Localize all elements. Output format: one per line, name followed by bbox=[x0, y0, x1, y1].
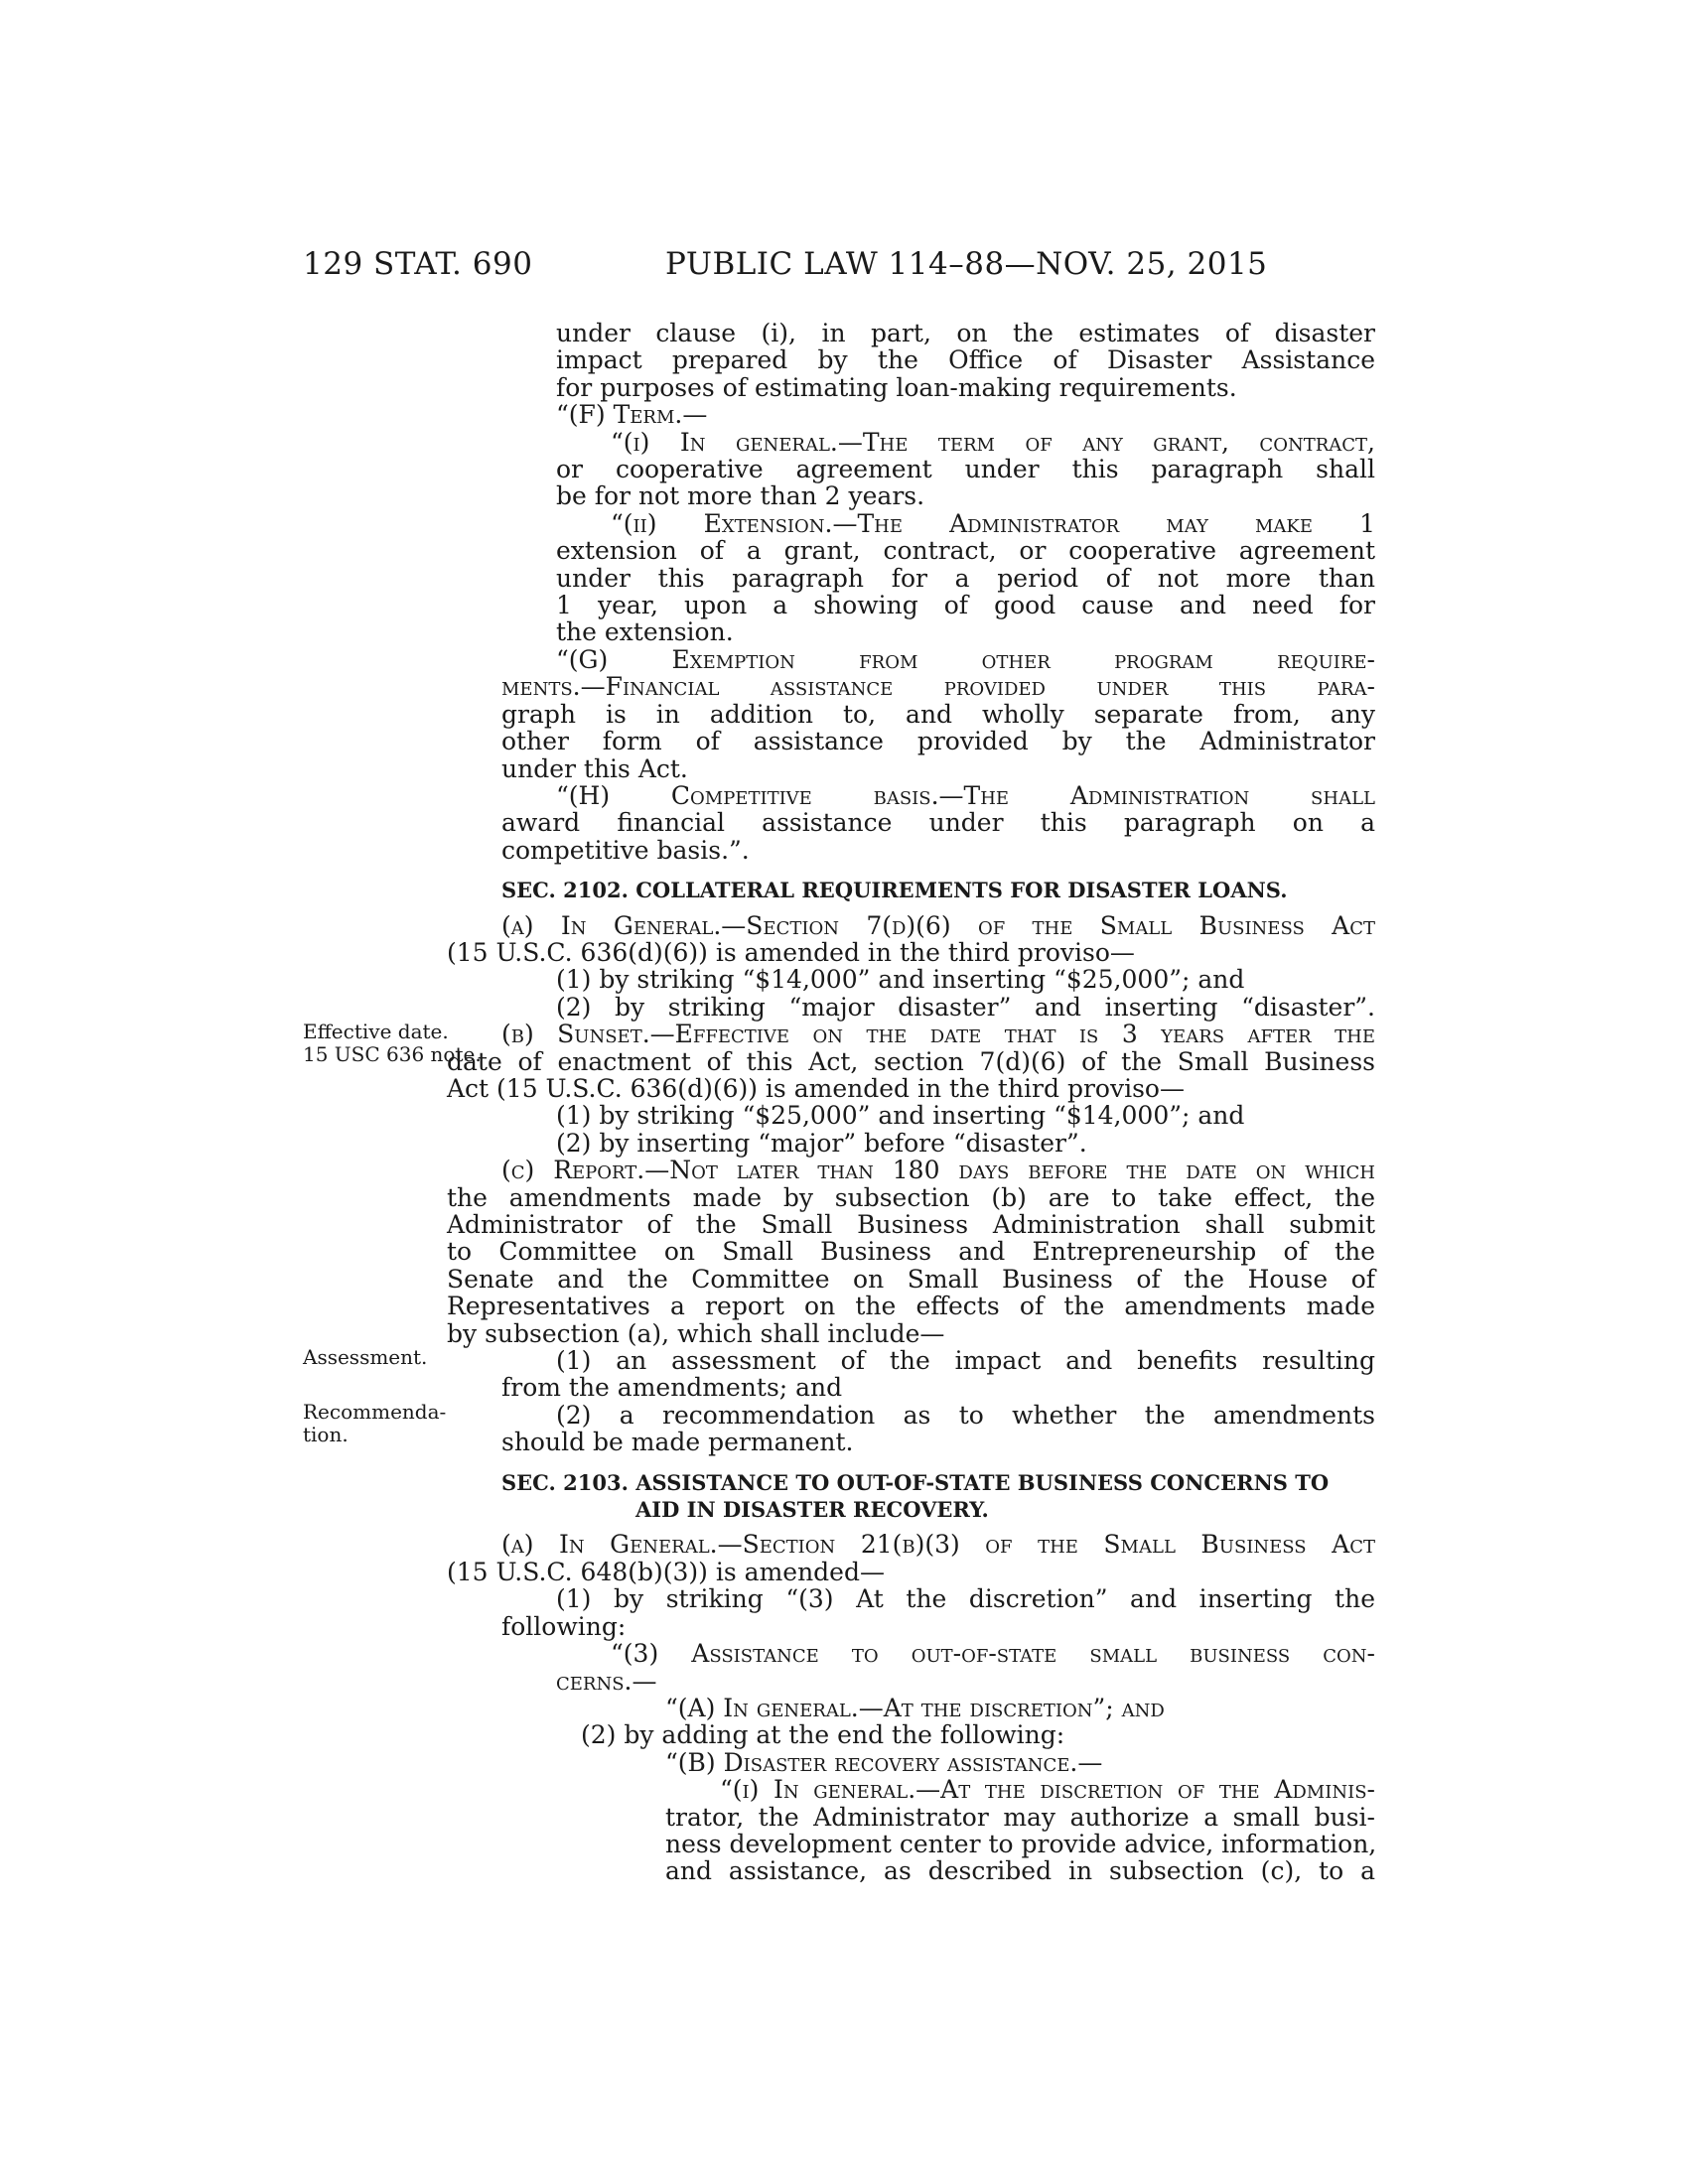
statute-page-reference: 129 STAT. 690 bbox=[303, 246, 533, 282]
text-line: (2) by striking “major disaster” and inserting “disaster”. bbox=[556, 992, 1375, 1022]
subparagraph-heading: “(H) Competitive basis.—The Administration shall bbox=[556, 780, 1375, 810]
margin-note-line: 15 USC 636 note. bbox=[303, 1042, 482, 1066]
text-line: ness development center to provide advice, information, bbox=[665, 1829, 1377, 1858]
text-line: (2) by adding at the end the following: bbox=[581, 1720, 1065, 1750]
clause-heading: “(i) In general.—At the discretion of the Adminis- bbox=[720, 1775, 1375, 1805]
text-line: (2) by inserting “major” before “disaster”. bbox=[556, 1128, 1087, 1158]
text-line: should be made permanent. bbox=[501, 1428, 854, 1457]
section-heading-2102: SEC. 2102. COLLATERAL REQUIREMENTS FOR DISASTER LOANS. bbox=[501, 878, 1288, 903]
text-line: Senate and the Committee on Small Business of the House of bbox=[447, 1264, 1375, 1294]
text-line: (15 U.S.C. 648(b)(3)) is amended— bbox=[447, 1557, 885, 1586]
text-line: (a) In General.—Section 7(d)(6) of the Small Business Act bbox=[501, 910, 1375, 940]
text-line: be for not more than 2 years. bbox=[556, 481, 925, 511]
text-line: cerns.— bbox=[556, 1666, 657, 1696]
text-line: or cooperative agreement under this paragraph shall bbox=[556, 455, 1375, 484]
text-line: under this paragraph for a period of not more than bbox=[556, 563, 1375, 593]
text-line: under this Act. bbox=[501, 753, 688, 783]
text-line: graph is in addition to, and wholly separate from, any bbox=[501, 699, 1375, 729]
text-line: for purposes of estimating loan-making requirements. bbox=[556, 372, 1237, 402]
section-heading-2103 bbox=[501, 1469, 1375, 1524]
text-line: to Committee on Small Business and Entrepreneurship of the bbox=[447, 1237, 1375, 1267]
text-line: (15 U.S.C. 636(d)(6)) is amended in the third proviso— bbox=[447, 937, 1135, 967]
text-line: ments.—Financial assistance provided under this para- bbox=[501, 672, 1375, 702]
paragraph-heading: “(3) Assistance to out-of-state small business con- bbox=[611, 1639, 1375, 1669]
margin-note-recommendation bbox=[303, 1401, 446, 1446]
subparagraph-heading: “(B) Disaster recovery assistance.— bbox=[665, 1747, 1103, 1777]
text-line: Administrator of the Small Business Administration shall submit bbox=[447, 1210, 1375, 1239]
margin-note-line: Effective date. bbox=[303, 1020, 449, 1043]
public-law-title: PUBLIC LAW 114–88—NOV. 25, 2015 bbox=[665, 246, 1268, 282]
text-line: impact prepared by the Office of Disaster Assistance bbox=[556, 345, 1375, 375]
section-heading-line: SEC. 2103. ASSISTANCE TO OUT-OF-STATE BUSINESS CONCERNS TO bbox=[501, 1469, 1330, 1495]
text-line: under clause (i), in part, on the estimates of disaster bbox=[556, 319, 1375, 347]
text-line: (2) a recommendation as to whether the amendments bbox=[556, 1400, 1375, 1430]
text-line: competitive basis.”. bbox=[501, 835, 750, 865]
subparagraph-heading: “(G) Exemption from other program require- bbox=[556, 644, 1375, 674]
section-heading-line: AID IN DISASTER RECOVERY. bbox=[635, 1497, 989, 1523]
text-line: (1) by striking “$25,000” and inserting “$14,000”; and bbox=[556, 1101, 1245, 1131]
text-line: Representatives a report on the effects of the amendments made bbox=[447, 1292, 1375, 1321]
text-line: following: bbox=[501, 1611, 627, 1641]
text-line: (1) by striking “$14,000” and inserting “$25,000”; and bbox=[556, 965, 1245, 995]
text-line: (a) In General.—Section 21(b)(3) of the Small Business Act bbox=[501, 1530, 1375, 1560]
text-line: (1) by striking “(3) At the discretion” and inserting the bbox=[556, 1584, 1375, 1614]
margin-note-line: tion. bbox=[303, 1423, 349, 1446]
margin-note-assessment: Assessment. bbox=[303, 1345, 428, 1369]
document-body bbox=[447, 319, 1377, 1886]
clause-heading: “(i) In general.—The term of any grant, contract, bbox=[611, 427, 1375, 457]
margin-note-line: Recommenda- bbox=[303, 1400, 447, 1424]
text-line: from the amendments; and bbox=[501, 1373, 843, 1403]
text-line: the extension. bbox=[556, 617, 734, 647]
text-line: the amendments made by subsection (b) are to take effect, the bbox=[447, 1182, 1375, 1212]
text-line: other form of assistance provided by the Administrator bbox=[501, 727, 1375, 756]
text-line: and assistance, as described in subsection (c), to a bbox=[665, 1856, 1375, 1886]
text-line: award financial assistance under this paragraph on a bbox=[501, 808, 1375, 838]
subparagraph-heading: “(A) In general.—At the discretion”; and bbox=[665, 1693, 1165, 1722]
text-line: (b) Sunset.—Effective on the date that is 3 years after the bbox=[501, 1020, 1375, 1049]
text-line: (1) an assessment of the impact and benefits resulting bbox=[556, 1346, 1375, 1376]
subparagraph-heading: “(F) Term.— bbox=[556, 400, 708, 430]
text-line: by subsection (a), which shall include— bbox=[447, 1318, 945, 1348]
text-line: (c) Report.—Not later than 180 days before the date on which bbox=[501, 1156, 1375, 1185]
text-line: 1 year, upon a showing of good cause and need for bbox=[556, 591, 1375, 620]
clause-heading: “(ii) Extension.—The Administrator may make 1 bbox=[611, 508, 1375, 538]
text-line: Act (15 U.S.C. 636(d)(6)) is amended in the third proviso— bbox=[447, 1073, 1185, 1103]
text-line: extension of a grant, contract, or cooperative agreement bbox=[556, 536, 1375, 566]
text-line: trator, the Administrator may authorize a small busi- bbox=[665, 1802, 1375, 1832]
text-line: date of enactment of this Act, section 7(d)(6) of the Small Business bbox=[447, 1046, 1375, 1076]
